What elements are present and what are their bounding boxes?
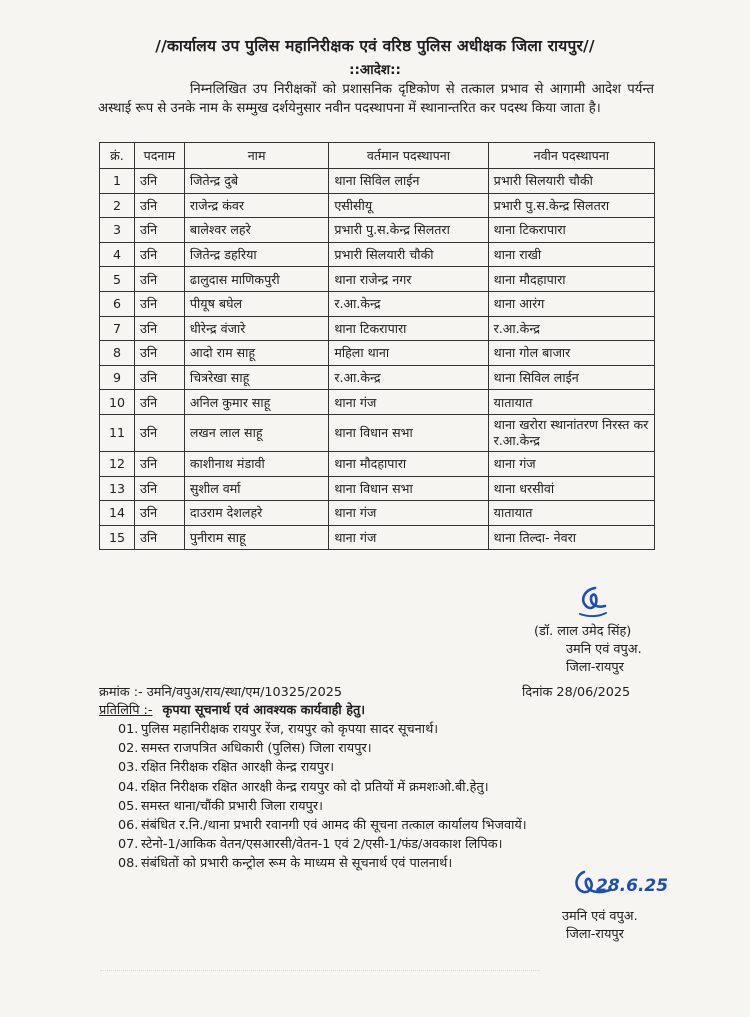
header-new-posting: नवीन पदस्थापना <box>488 143 654 169</box>
header-current-posting: वर्तमान पदस्थापना <box>329 143 488 169</box>
cell-current-posting: थाना टिकरापारा <box>329 316 488 341</box>
cell-name: राजेन्द्र कंवर <box>184 193 328 218</box>
cell-serial: 5 <box>100 267 135 292</box>
list-item-number: 01. <box>118 722 139 737</box>
list-item-text: रक्षित निरीक्षक रक्षित आरक्षी केन्द्र रायपुर। <box>141 760 335 776</box>
transfer-table <box>99 142 655 550</box>
cell-serial: 12 <box>100 451 135 476</box>
header-rank: पदनाम <box>134 143 184 169</box>
cell-current-posting: एसीसीयू <box>329 193 488 218</box>
table-row <box>100 193 655 218</box>
cell-name: धीरेन्द्र वंजारे <box>184 316 328 341</box>
cell-serial: 14 <box>100 501 135 526</box>
cell-new-posting: यातायात <box>488 501 654 526</box>
table-row <box>100 218 655 243</box>
cell-name: पुनीराम साहू <box>184 525 328 550</box>
cell-current-posting: थाना गंज <box>329 525 488 550</box>
cell-current-posting: थाना गंज <box>329 501 488 526</box>
table-row <box>100 341 655 366</box>
cell-current-posting: थाना विधान सभा <box>329 414 488 451</box>
cell-current-posting: महिला थाना <box>329 341 488 366</box>
cell-current-posting: र.आ.केन्द्र <box>329 291 488 316</box>
cell-name: चित्ररेखा साहू <box>184 365 328 390</box>
list-item <box>118 758 678 777</box>
signature-initial-icon <box>574 584 610 620</box>
cell-current-posting: थाना विधान सभा <box>329 476 488 501</box>
order-heading: ::आदेश:: <box>349 62 401 78</box>
cell-new-posting: थाना गोल बाजार <box>488 341 654 366</box>
cell-new-posting: थाना धरसीवां <box>488 476 654 501</box>
list-item-number: 08. <box>118 856 139 872</box>
table-row <box>100 365 655 390</box>
list-item-number: 07. <box>118 837 139 853</box>
list-item <box>118 816 678 835</box>
list-item-number: 06. <box>118 818 139 834</box>
signatory-block-2 <box>562 908 692 944</box>
list-item-text: समस्त थाना/चौंकी प्रभारी जिला रायपुर। <box>141 798 323 814</box>
copy-heading <box>99 700 659 718</box>
table-row <box>100 414 655 451</box>
cell-rank: उनि <box>134 414 184 451</box>
cell-serial: 9 <box>100 365 135 390</box>
cell-new-posting: थाना गंज <box>488 451 654 476</box>
cell-rank: उनि <box>134 193 184 218</box>
cell-new-posting: र.आ.केन्द्र <box>488 316 654 341</box>
cell-current-posting: थाना गंज <box>329 390 488 415</box>
reference-date: दिनांक 28/06/2025 <box>522 685 631 700</box>
cell-serial: 1 <box>100 169 135 194</box>
cell-current-posting: थाना मौदहापारा <box>329 451 488 476</box>
list-item-text: पुलिस महानिरीक्षक रायपुर रेंज, रायपुर को कृपया सादर सूचनार्थ। <box>141 722 439 737</box>
cell-rank: उनि <box>134 501 184 526</box>
list-item-number: 04. <box>118 779 139 795</box>
signatory-block <box>520 623 680 677</box>
cell-new-posting: थाना आरंग <box>488 291 654 316</box>
cell-rank: उनि <box>134 341 184 366</box>
cell-new-posting: थाना टिकरापारा <box>488 218 654 243</box>
list-item <box>118 720 678 739</box>
list-item-number: 03. <box>118 760 139 776</box>
copy-label: प्रतिलिपि :- <box>99 703 153 718</box>
cell-name: आदो राम साहू <box>184 341 328 366</box>
list-item <box>118 797 678 816</box>
cell-rank: उनि <box>134 291 184 316</box>
intro-paragraph: निम्नलिखित उप निरीक्षकों को प्रशासनिक दृष्टिकोण से तत्काल प्रभाव से आगामी आदेश पर्यन्त अस्थाई रूप से उनके नाम के सम्मुख दर्शयेनुसार नवीन पदस्थापना में स्थानान्तरित कर पदस्थ किया जाता है। <box>98 82 654 116</box>
signatory-district: जिला-रायपुर <box>566 660 624 675</box>
cell-new-posting: प्रभारी सिलयारी चौकी <box>488 169 654 194</box>
cell-name: जितेन्द्र दुबे <box>184 169 328 194</box>
cell-rank: उनि <box>134 476 184 501</box>
cell-new-posting: थाना राखी <box>488 242 654 267</box>
cell-new-posting: थाना तिल्दा- नेवरा <box>488 525 654 550</box>
cell-name: जितेन्द्र डहरिया <box>184 242 328 267</box>
cell-name: काशीनाथ मंडावी <box>184 451 328 476</box>
cell-serial: 13 <box>100 476 135 501</box>
list-item-text: संबंधित र.नि./थाना प्रभारी रवानगी एवं आमद की सूचना तत्काल कार्यालय भिजवायें। <box>141 818 527 834</box>
cell-current-posting: प्रभारी पु.स.केन्द्र सिलतरा <box>329 218 488 243</box>
reference-number: क्रमांक :- उमनि/वपुअ/राय/स्था/एम/10325/2025 <box>99 685 342 700</box>
reference-line <box>99 682 669 700</box>
cell-current-posting: थाना राजेन्द्र नगर <box>329 267 488 292</box>
cell-serial: 10 <box>100 390 135 415</box>
list-item-number: 05. <box>118 798 139 814</box>
signatory-name: (डॉ. लाल उमेद सिंह) <box>534 624 632 639</box>
list-item <box>118 739 678 758</box>
signatory2-district: जिला-रायपुर <box>566 927 624 942</box>
table-row <box>100 476 655 501</box>
footer-divider <box>100 970 540 977</box>
cell-current-posting: प्रभारी सिलयारी चौकी <box>329 242 488 267</box>
cell-rank: उनि <box>134 267 184 292</box>
copy-purpose: कृपया सूचनार्थ एवं आवश्यक कार्यवाही हेतु। <box>162 703 366 718</box>
header-name: नाम <box>184 143 328 169</box>
table-row <box>100 242 655 267</box>
signature-date: 28.6.25 <box>596 876 669 896</box>
cell-new-posting: यातायात <box>488 390 654 415</box>
cell-new-posting: प्रभारी पु.स.केन्द्र सिलतरा <box>488 193 654 218</box>
cell-rank: उनि <box>134 169 184 194</box>
cell-serial: 2 <box>100 193 135 218</box>
table-row <box>100 316 655 341</box>
cell-new-posting: थाना मौदहापारा <box>488 267 654 292</box>
list-item <box>118 778 678 797</box>
cell-current-posting: थाना सिविल लाईन <box>329 169 488 194</box>
second-signature <box>570 866 700 906</box>
cell-serial: 15 <box>100 525 135 550</box>
table-row <box>100 501 655 526</box>
list-item-text: समस्त राजपत्रित अधिकारी (पुलिस) जिला रायपुर। <box>141 741 372 757</box>
cell-rank: उनि <box>134 390 184 415</box>
cell-serial: 4 <box>100 242 135 267</box>
cell-rank: उनि <box>134 451 184 476</box>
cell-name: अनिल कुमार साहू <box>184 390 328 415</box>
cell-serial: 3 <box>100 218 135 243</box>
list-item-text: स्टेनो-1/आकिक वेतन/एसआरसी/वेतन-1 एवं 2/एसी-1/फंड/अवकाश लिपिक। <box>141 837 503 853</box>
signatory2-designation: उमनि एवं वपुअ. <box>562 909 638 924</box>
cell-current-posting: र.आ.केन्द्र <box>329 365 488 390</box>
cell-serial: 11 <box>100 414 135 451</box>
table-row <box>100 390 655 415</box>
cell-rank: उनि <box>134 365 184 390</box>
cell-rank: उनि <box>134 218 184 243</box>
list-item-number: 02. <box>118 741 139 757</box>
copy-list <box>118 720 678 874</box>
cell-name: पीयूष बघेल <box>184 291 328 316</box>
cell-name: सुशील वर्मा <box>184 476 328 501</box>
table-row <box>100 451 655 476</box>
cell-name: ढालुदास माणिकपुरी <box>184 267 328 292</box>
cell-rank: उनि <box>134 316 184 341</box>
list-item-text: रक्षित निरीक्षक रक्षित आरक्षी केन्द्र रायपुर को दो प्रतियों में क्रमशःओ.बी.हेतु। <box>141 779 489 795</box>
cell-name: लखन लाल साहू <box>184 414 328 451</box>
header-serial: क्रं. <box>100 143 135 169</box>
cell-serial: 7 <box>100 316 135 341</box>
list-item-text: संबंधितों को प्रभारी कन्ट्रोल रूम के माध्यम से सूचनार्थ एवं पालनार्थ। <box>141 856 453 872</box>
cell-name: दाउराम देशलहरे <box>184 501 328 526</box>
cell-name: बालेश्वर लहरे <box>184 218 328 243</box>
list-item <box>118 835 678 854</box>
signatory-designation: उमनि एवं वपुअ. <box>566 642 642 657</box>
table-row <box>100 169 655 194</box>
table-row <box>100 267 655 292</box>
table-row <box>100 291 655 316</box>
cell-rank: उनि <box>134 242 184 267</box>
cell-new-posting: थाना खरोरा स्थानांतरण निरस्त कर र.आ.केन्द्र <box>488 414 654 451</box>
table-row <box>100 525 655 550</box>
cell-rank: उनि <box>134 525 184 550</box>
cell-serial: 6 <box>100 291 135 316</box>
cell-new-posting: थाना सिविल लाईन <box>488 365 654 390</box>
office-title: //कार्यालय उप पुलिस महानिरीक्षक एवं वरिष्ठ पुलिस अधीक्षक जिला रायपुर// <box>155 37 595 55</box>
cell-serial: 8 <box>100 341 135 366</box>
table-header-row <box>100 143 655 169</box>
